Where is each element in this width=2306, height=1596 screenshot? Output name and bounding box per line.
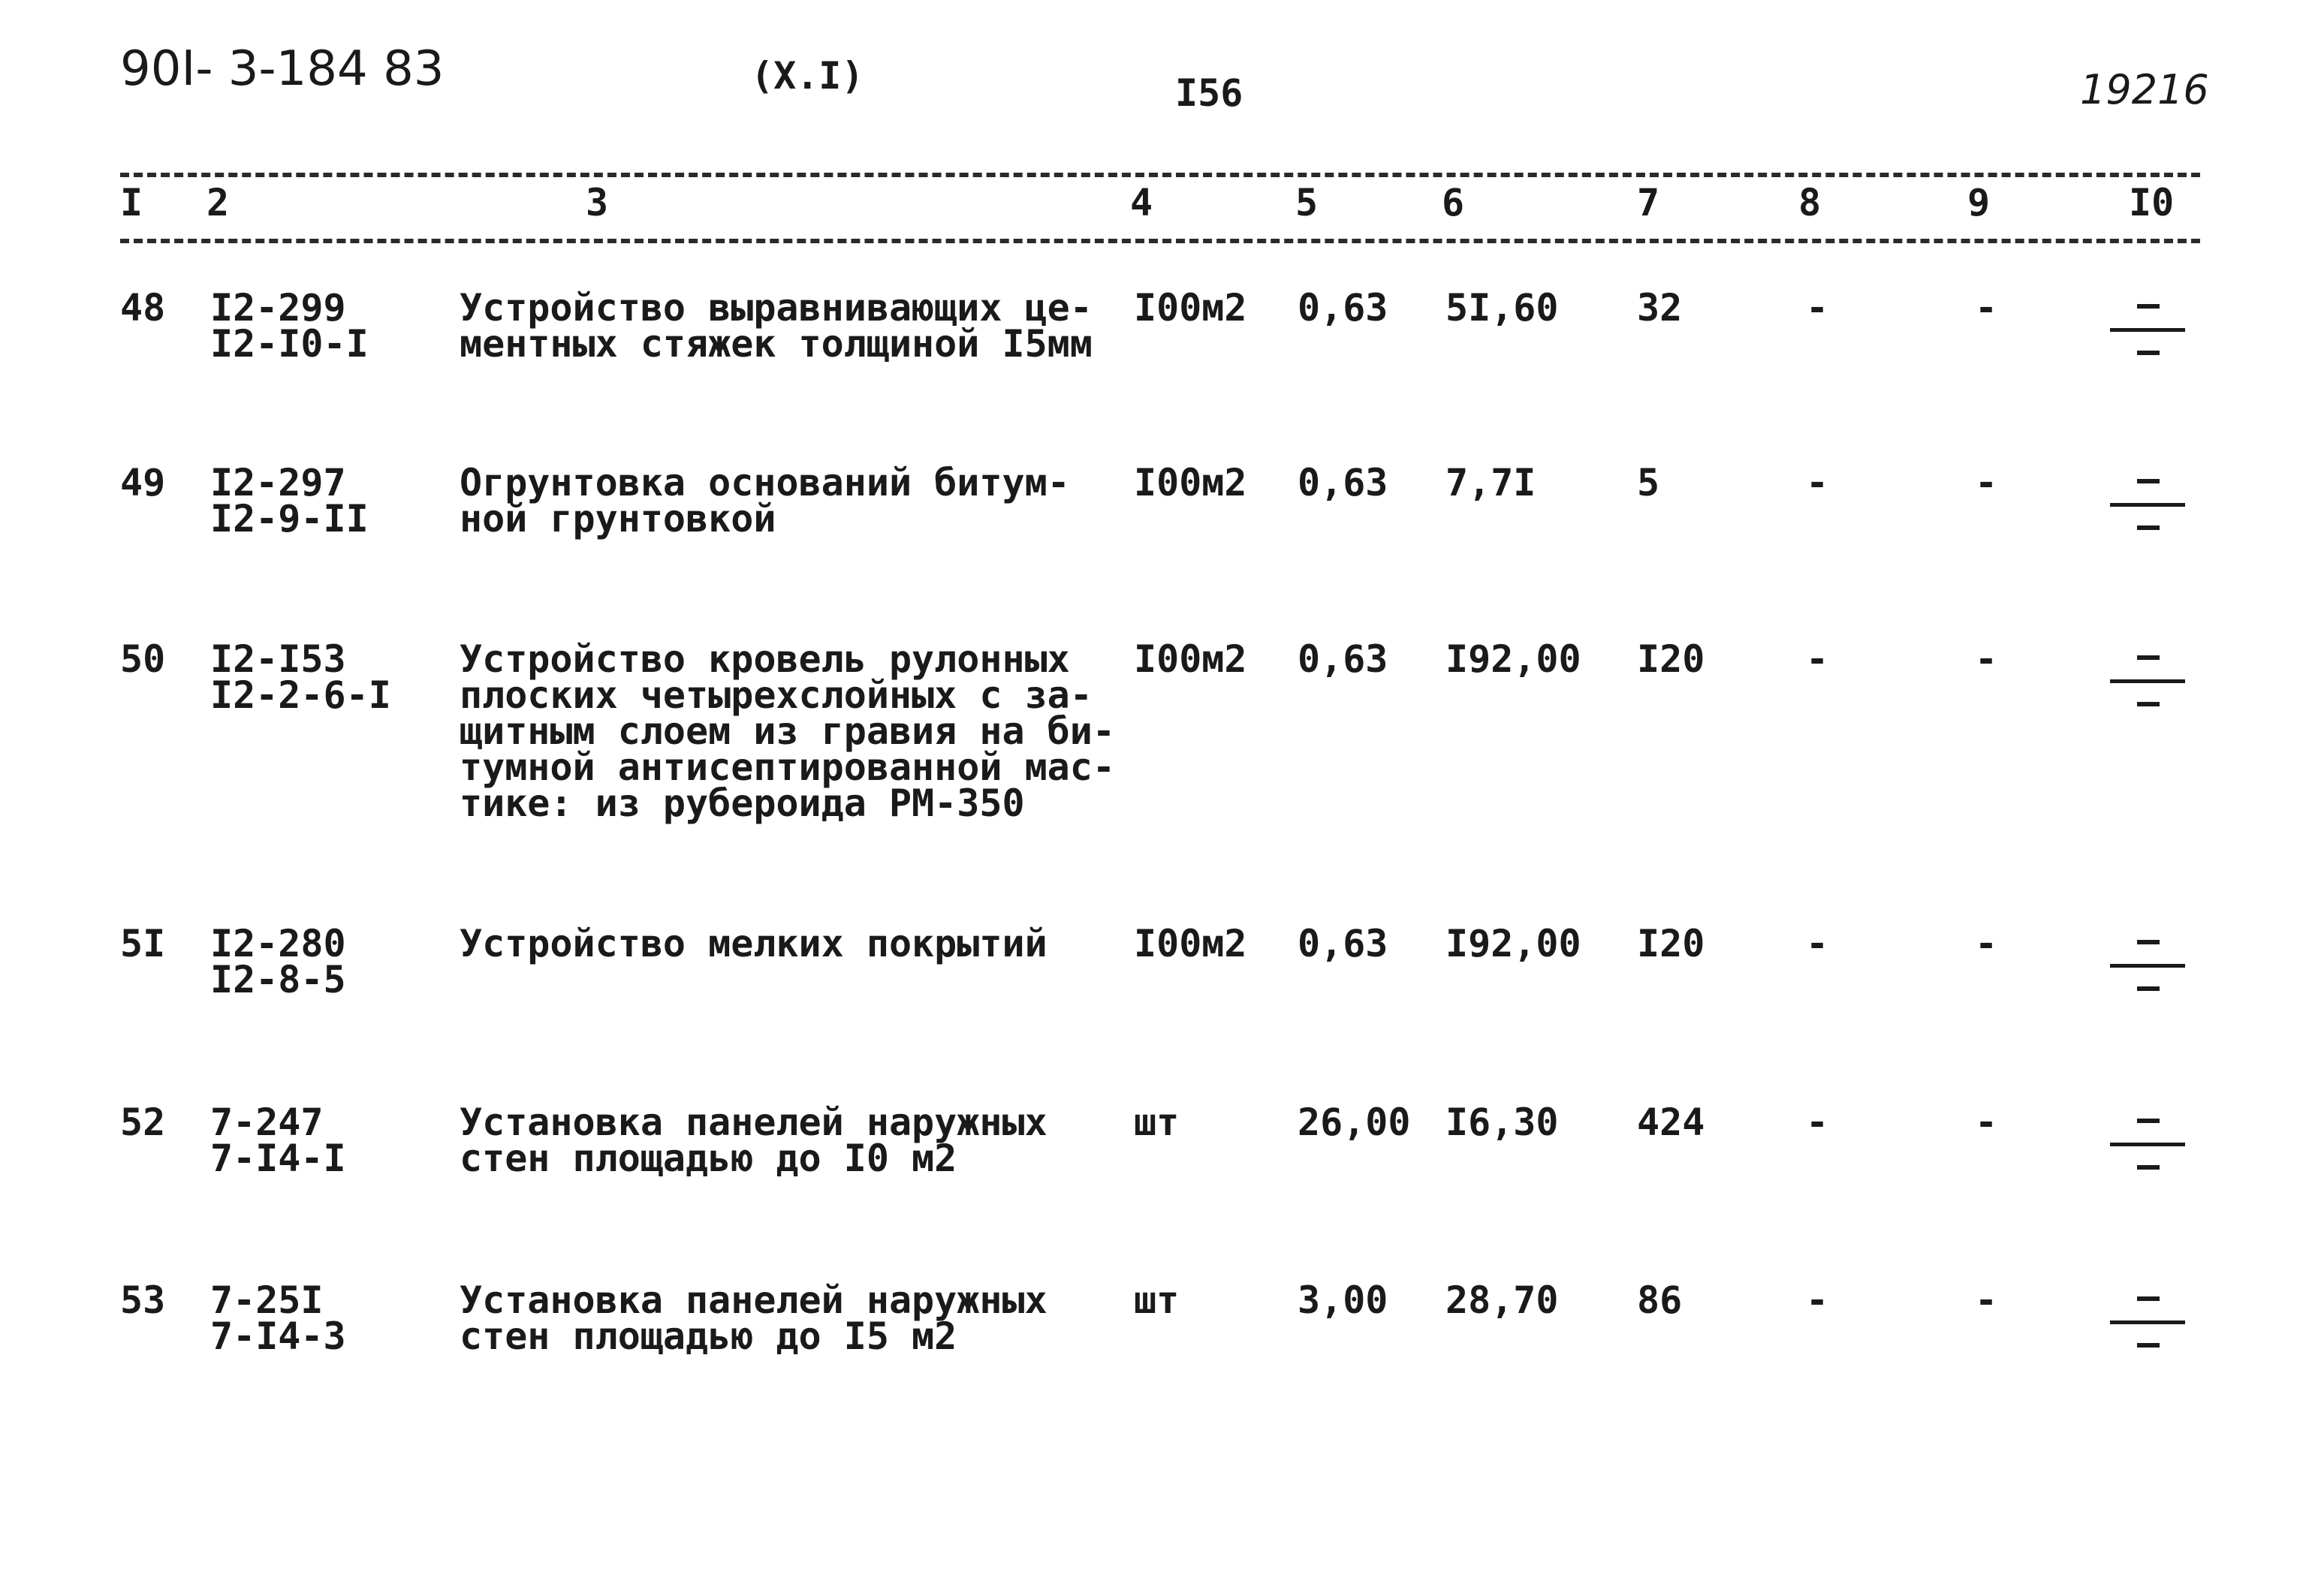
- quantity: 0,63: [1298, 922, 1388, 965]
- row-number: 5I: [120, 922, 166, 965]
- unit: I00м2: [1134, 286, 1247, 330]
- total: 86: [1637, 1278, 1683, 1322]
- col8-value: -: [1806, 461, 1829, 504]
- work-description-line: Устройство кровель рулонных: [460, 637, 1070, 681]
- column-header-4: 4: [1130, 181, 1153, 224]
- column-header-1: I: [120, 181, 143, 224]
- unit-price: I92,00: [1445, 922, 1581, 965]
- work-description-line: Устройство выравнивающих це-: [460, 286, 1093, 330]
- work-description-line: Установка панелей наружных: [460, 1278, 1047, 1322]
- work-description-line: стен площадью до I5 м2: [460, 1314, 957, 1358]
- work-description-line: ментных стяжек толщиной I5мм: [460, 322, 1093, 366]
- page-number: I56: [1175, 71, 1243, 115]
- quantity: 0,63: [1298, 637, 1388, 681]
- unit: шт: [1134, 1101, 1180, 1144]
- quantity: 26,00: [1298, 1101, 1411, 1144]
- total: I20: [1637, 922, 1705, 965]
- work-description-line: Устройство мелких покрытий: [460, 922, 1047, 965]
- unit-price: 28,70: [1445, 1278, 1559, 1322]
- rate-code: 7-25I: [210, 1278, 324, 1322]
- document-code: 90I- 3-184 83: [120, 41, 445, 97]
- row-number: 50: [120, 637, 166, 681]
- column-header-5: 5: [1295, 181, 1319, 224]
- fraction-dash-mark: [2110, 1289, 2193, 1357]
- fraction-dash-mark: [2110, 297, 2193, 364]
- row-number: 48: [120, 286, 166, 330]
- row-number: 53: [120, 1278, 166, 1322]
- rate-code: 7-247: [210, 1101, 324, 1144]
- unit: шт: [1134, 1278, 1180, 1322]
- column-header-6: 6: [1442, 181, 1465, 224]
- total: I20: [1637, 637, 1705, 681]
- quantity: 0,63: [1298, 461, 1388, 504]
- col9-value: -: [1975, 637, 1998, 681]
- col8-value: -: [1806, 286, 1829, 330]
- unit-price: I92,00: [1445, 637, 1581, 681]
- quantity: 3,00: [1298, 1278, 1388, 1322]
- col9-value: -: [1975, 1278, 1998, 1322]
- work-description-line: стен площадью до I0 м2: [460, 1137, 957, 1180]
- total: 5: [1637, 461, 1660, 504]
- col9-value: -: [1975, 1101, 1998, 1144]
- rate-code-secondary: I2-9-II: [210, 497, 369, 541]
- rate-code-secondary: 7-I4-3: [210, 1314, 346, 1358]
- total: 424: [1637, 1101, 1705, 1144]
- stamp-number: 19216: [2080, 66, 2209, 113]
- table-top-rule: [120, 173, 2200, 177]
- work-description-line: тумной антисептированной мас-: [460, 745, 1115, 789]
- total: 32: [1637, 286, 1683, 330]
- col9-value: -: [1975, 461, 1998, 504]
- col8-value: -: [1806, 922, 1829, 965]
- rate-code: I2-299: [210, 286, 346, 330]
- rate-code-secondary: I2-I0-I: [210, 322, 369, 366]
- rate-code-secondary: 7-I4-I: [210, 1137, 346, 1180]
- column-header-10: I0: [2129, 181, 2175, 224]
- sheet-code: (X.I): [751, 54, 864, 98]
- column-header-9: 9: [1967, 181, 1991, 224]
- rate-code: I2-I53: [210, 637, 346, 681]
- rate-code: I2-297: [210, 461, 346, 504]
- work-description-line: Установка панелей наружных: [460, 1101, 1047, 1144]
- col8-value: -: [1806, 1101, 1829, 1144]
- work-description-line: тике: из рубероида РМ-350: [460, 781, 1025, 825]
- col8-value: -: [1806, 1278, 1829, 1322]
- quantity: 0,63: [1298, 286, 1388, 330]
- fraction-dash-mark: [2110, 1111, 2193, 1179]
- unit-price: 7,7I: [1445, 461, 1536, 504]
- rate-code-secondary: I2-2-6-I: [210, 673, 391, 717]
- column-header-3: 3: [586, 181, 609, 224]
- column-header-7: 7: [1637, 181, 1660, 224]
- fraction-dash-mark: [2110, 648, 2193, 715]
- rate-code: I2-280: [210, 922, 346, 965]
- col9-value: -: [1975, 922, 1998, 965]
- table-header-rule: [120, 239, 2200, 243]
- column-header-2: 2: [206, 181, 230, 224]
- unit-price: 5I,60: [1445, 286, 1559, 330]
- work-description-line: щитным слоем из гравия на би-: [460, 709, 1115, 753]
- work-description-line: ной грунтовкой: [460, 497, 776, 541]
- work-description-line: плоских четырехслойных с за-: [460, 673, 1093, 717]
- unit: I00м2: [1134, 637, 1247, 681]
- fraction-dash-mark: [2110, 932, 2193, 1000]
- col9-value: -: [1975, 286, 1998, 330]
- fraction-dash-mark: [2110, 471, 2193, 539]
- work-description-line: Огрунтовка оснований битум-: [460, 461, 1070, 504]
- rate-code-secondary: I2-8-5: [210, 958, 346, 1001]
- unit: I00м2: [1134, 461, 1247, 504]
- row-number: 52: [120, 1101, 166, 1144]
- column-header-8: 8: [1798, 181, 1822, 224]
- row-number: 49: [120, 461, 166, 504]
- unit: I00м2: [1134, 922, 1247, 965]
- col8-value: -: [1806, 637, 1829, 681]
- unit-price: I6,30: [1445, 1101, 1559, 1144]
